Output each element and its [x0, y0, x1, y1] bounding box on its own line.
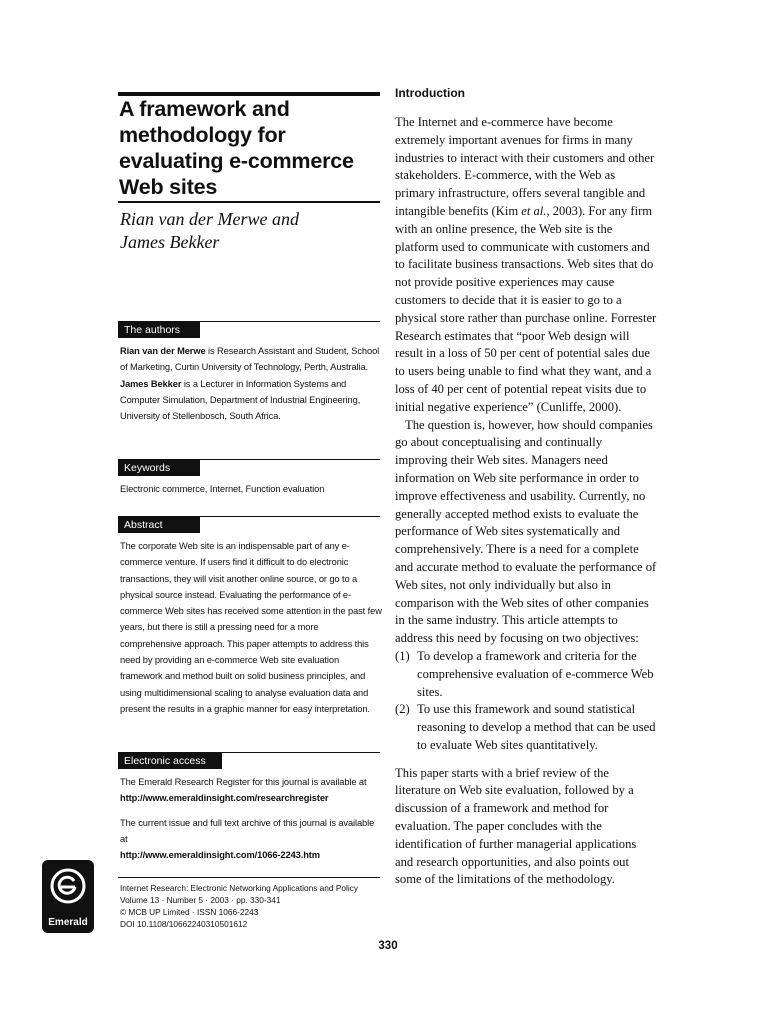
journal-footer: [120, 882, 382, 930]
objective-number: (1): [395, 648, 410, 663]
objective-item: [395, 701, 657, 754]
section-label-abstract: Abstract: [118, 517, 200, 533]
footer-rule: [118, 877, 380, 878]
byline-line: James Bekker: [120, 232, 220, 252]
register-link[interactable]: http://www.emeraldinsight.com/researchregister: [120, 793, 329, 804]
section-label-authors: The authors: [118, 322, 200, 338]
emerald-logo-icon: [48, 866, 88, 906]
title-line: methodology for: [119, 123, 286, 147]
electronic-access-info: [120, 774, 382, 863]
section-label-electronic-access: Electronic access: [118, 753, 222, 769]
archive-link[interactable]: http://www.emeraldinsight.com/1066-2243.htm: [120, 850, 320, 861]
title-bottom-rule: [118, 201, 380, 203]
journal-copyright: © MCB UP Limited · ISSN 1066-2243: [120, 907, 259, 917]
objective-item: [395, 648, 657, 701]
journal-name: Internet Research: Electronic Networking Applications and Policy: [120, 883, 358, 893]
author1-name: Rian van der Merwe: [120, 346, 206, 356]
section-label-keywords: Keywords: [118, 460, 200, 476]
authors-info: [120, 343, 382, 424]
objective-text: To develop a framework and criteria for the comprehensive evaluation of e-commerce Web sites.: [417, 648, 654, 699]
title-line: A framework and: [119, 97, 290, 121]
intro-paragraph: The Internet and e-commerce have become extremely important avenues for firms in many industries to interact with their customers and other stakeholders. E-commerce, with the Web as primary infrastructure, offers several tangible and intangible benefits (Kim et al., 2003). For any firm with an online presence, the Web site is the platform used to communicate with customers and to facilitate business transactions. Web sites that do not provide positive experiences may cause customers to decide that it is easier to go to a physical store rather than purchase online. Forrester Research estimates that “poor Web design will result in a loss of 50 per cent of potential sales due to users being unable to find what they want, and a loss of 40 per cent of potential repeat visits due to initial negative experience” (Cunliffe, 2000).: [395, 115, 657, 414]
page-number: 330: [378, 940, 398, 952]
register-text: The Emerald Research Register for this journal is available at: [120, 777, 367, 787]
keywords-text: Electronic commerce, Internet, Function evaluation: [120, 484, 325, 494]
author1-bio: [120, 343, 382, 376]
journal-doi: DOI 10.1108/10662240310501612: [120, 919, 248, 929]
emerald-logo-text: Emerald: [48, 917, 88, 928]
author-byline: [120, 208, 382, 254]
introduction-body: [395, 114, 657, 889]
section-heading-introduction: Introduction: [395, 86, 465, 100]
title-line: evaluating e-commerce: [119, 149, 354, 173]
emerald-logo: [42, 860, 94, 933]
archive-text: The current issue and full text archive of this journal is available at: [120, 817, 375, 844]
author2-bio: [120, 376, 382, 425]
objective-text: To use this framework and sound statistical reasoning to develop a method that can be used to evaluate Web sites quantitatively.: [417, 702, 656, 752]
journal-volume: Volume 13 · Number 5 · 2003 · pp. 330-341: [120, 895, 281, 905]
abstract-text: The corporate Web site is an indispensable part of any e-commerce venture. If users find it difficult to do electronic transactions, they will visit another online source, or go to a physical source instead. Evaluating the performance of e-commerce Web sites has received some attention in the past few years, but there is still a pressing need for a more comprehensive approach. This paper attempts to address this need by providing an e-commerce Web site evaluation framework and method built on solid business principles, and using multidimensional scaling to analyse evaluation data and present the results in a graphic manner for easy interpretation.: [120, 541, 382, 714]
intro-paragraph: This paper starts with a brief review of the literature on Web site evaluation, followed by a discussion of a framework and method for evaluation. The paper concludes with the identification of further managerial applications and research opportunities, and also points out some of the limitations of the methodology.: [395, 765, 637, 887]
intro-paragraph: The question is, however, how should companies go about conceptualising and continually improving their Web sites. Managers need information on Web site performance in order to improve effectiveness and usability. Currently, no generally accepted method exists to evaluate the performance of Web sites systematically and comprehensively. There is a need for a complete and accurate method to evaluate the performance of Web sites, not only individually but also in comparison with the Web sites of other companies in the same industry. This article attempts to address this need by focusing on two objectives:: [395, 417, 657, 646]
author2-name: James Bekker: [120, 378, 182, 389]
title-line: Web sites: [119, 175, 218, 199]
author2-desc: is a Lecturer in Information Systems and Computer Simulation, Department of Industrial Engineering, University of Stellenbosch, South Africa.: [120, 378, 361, 422]
byline-line: Rian van der Merwe and: [120, 209, 299, 229]
objective-number: (2): [395, 702, 410, 717]
article-title: [119, 96, 381, 200]
author1-desc: is Research Assistant and Student, School of Marketing, Curtin University of Technology, Perth, Australia.: [120, 346, 380, 373]
